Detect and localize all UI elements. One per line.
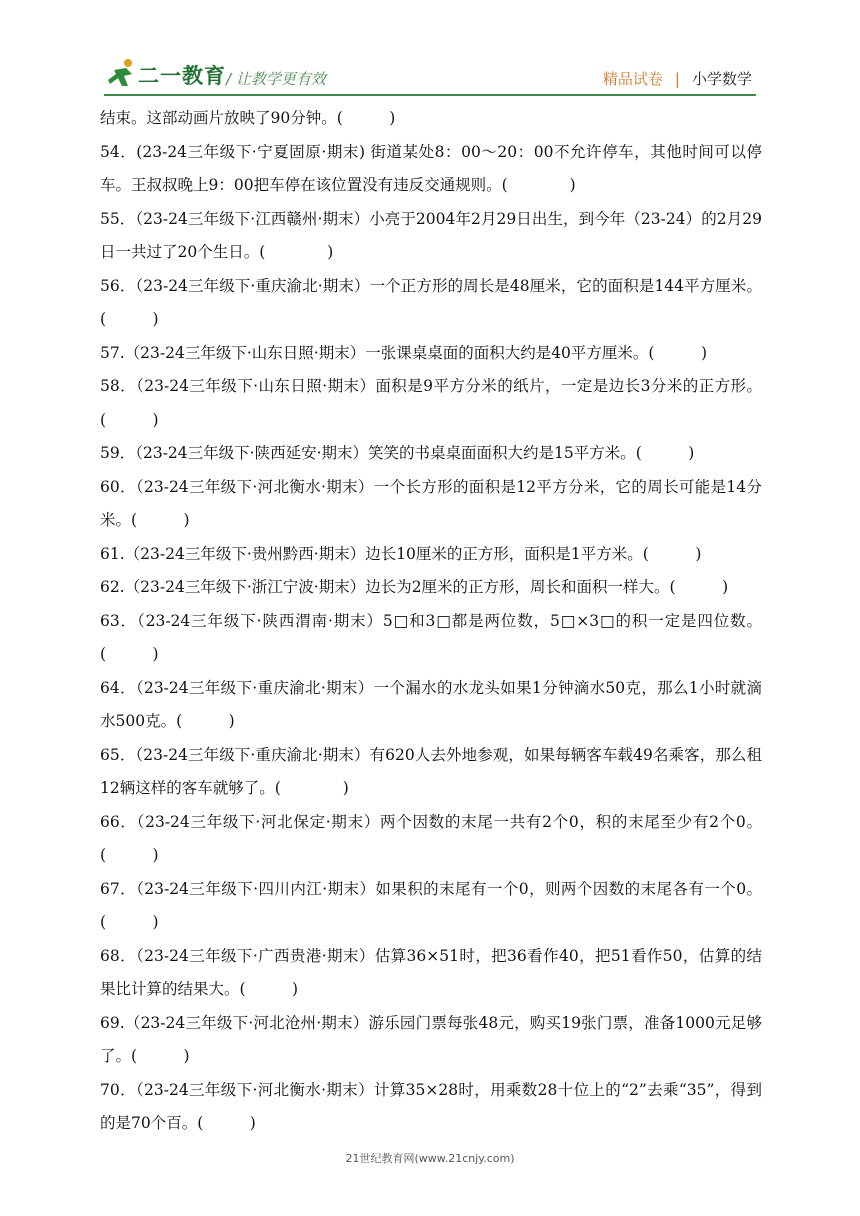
running-figure-icon (106, 58, 140, 88)
brand-logo (106, 58, 231, 88)
question-item: 58．（23-24三年级下·山东日照·期末）面积是9平方分米的纸片，一定是边长3分米的正方形。( ) (100, 377, 762, 429)
question-item: 68．（23-24三年级下·广西贵港·期末）估算36×51时，把36看作40，把51看作50，估算的结果比计算的结果大。( ) (100, 946, 762, 998)
header-label-premium: 精品试卷 (602, 70, 663, 88)
question-item: 69.（23-24三年级下·河北沧州·期末）游乐园门票每张48元，购买19张门票，准备1000元足够了。( ) (100, 1013, 762, 1065)
question-item: 57.（23-24三年级下·山东日照·期末）一张课桌桌面的面积大约是40平方厘米。( ) (100, 343, 708, 362)
question-list (100, 102, 762, 1141)
page-header (0, 0, 860, 98)
question-item: 55．（23-24三年级下·江西赣州·期末）小亮于2004年2月29日出生，到今年（23-24）的2月29日一共过了20个生日。( ) (100, 209, 762, 261)
slogan: / 让教学更有效 (226, 70, 326, 88)
question-item: 结束。这部动画片放映了90分钟。( ) (100, 109, 396, 127)
page-footer: 21世纪教育网(www.21cnjy.com) (345, 1152, 515, 1165)
question-item: 63．（23-24三年级下·陕西渭南·期末）5□和3□都是两位数，5□×3□的积一定是四位数。( ) (100, 611, 762, 663)
question-item: 64．（23-24三年级下·重庆渝北·期末）一个漏水的水龙头如果1分钟滴水50克，那么1小时就滴水500克。( ) (100, 678, 762, 730)
question-item: 62.（23-24三年级下·浙江宁波·期末）边长为2厘米的正方形，周长和面积一样大。( ) (100, 578, 729, 596)
logo-text: 二一教育 (138, 64, 226, 88)
header-label-subject: 小学数学 (691, 70, 752, 88)
question-item: 56．（23-24三年级下·重庆渝北·期末）一个正方形的周长是48厘米，它的面积是144平方厘米。( ) (100, 276, 762, 328)
header-right (603, 68, 752, 89)
question-item: 59．（23-24三年级下·陕西延安·期末）笑笑的书桌桌面面积大约是15平方米。( ) (100, 444, 695, 462)
question-item: 67．（23-24三年级下·四川内江·期末）如果积的末尾有一个0，则两个因数的末尾各有一个0。( ) (100, 879, 762, 931)
question-item: 60．（23-24三年级下·河北衡水·期末）一个长方形的面积是12平方分米，它的周长可能是14分米。( ) (100, 477, 762, 529)
question-item: 54．(23-24三年级下·宁夏固原·期末) 街道某处8：00～20：00不允许停车，其他时间可以停车。王叔叔晚上9：00把车停在该位置没有违反交通规则。( ) (100, 142, 762, 194)
question-item: 70．（23-24三年级下·河北衡水·期末）计算35×28时，用乘数28十位上的“2”去乘“35”，得到的是70个百。( ) (100, 1080, 762, 1132)
header-divider (104, 94, 756, 96)
question-item: 61.（23-24三年级下·贵州黔西·期末）边长10厘米的正方形，面积是1平方米。( ) (100, 544, 702, 563)
header-separator: | (674, 70, 680, 88)
question-item: 66．（23-24三年级下·河北保定·期末）两个因数的末尾一共有2个0，积的末尾至少有2个0。( ) (100, 812, 762, 864)
question-item: 65．（23-24三年级下·重庆渝北·期末）有620人去外地参观，如果每辆客车载49名乘客，那么租12辆这样的客车就够了。( ) (100, 745, 762, 797)
